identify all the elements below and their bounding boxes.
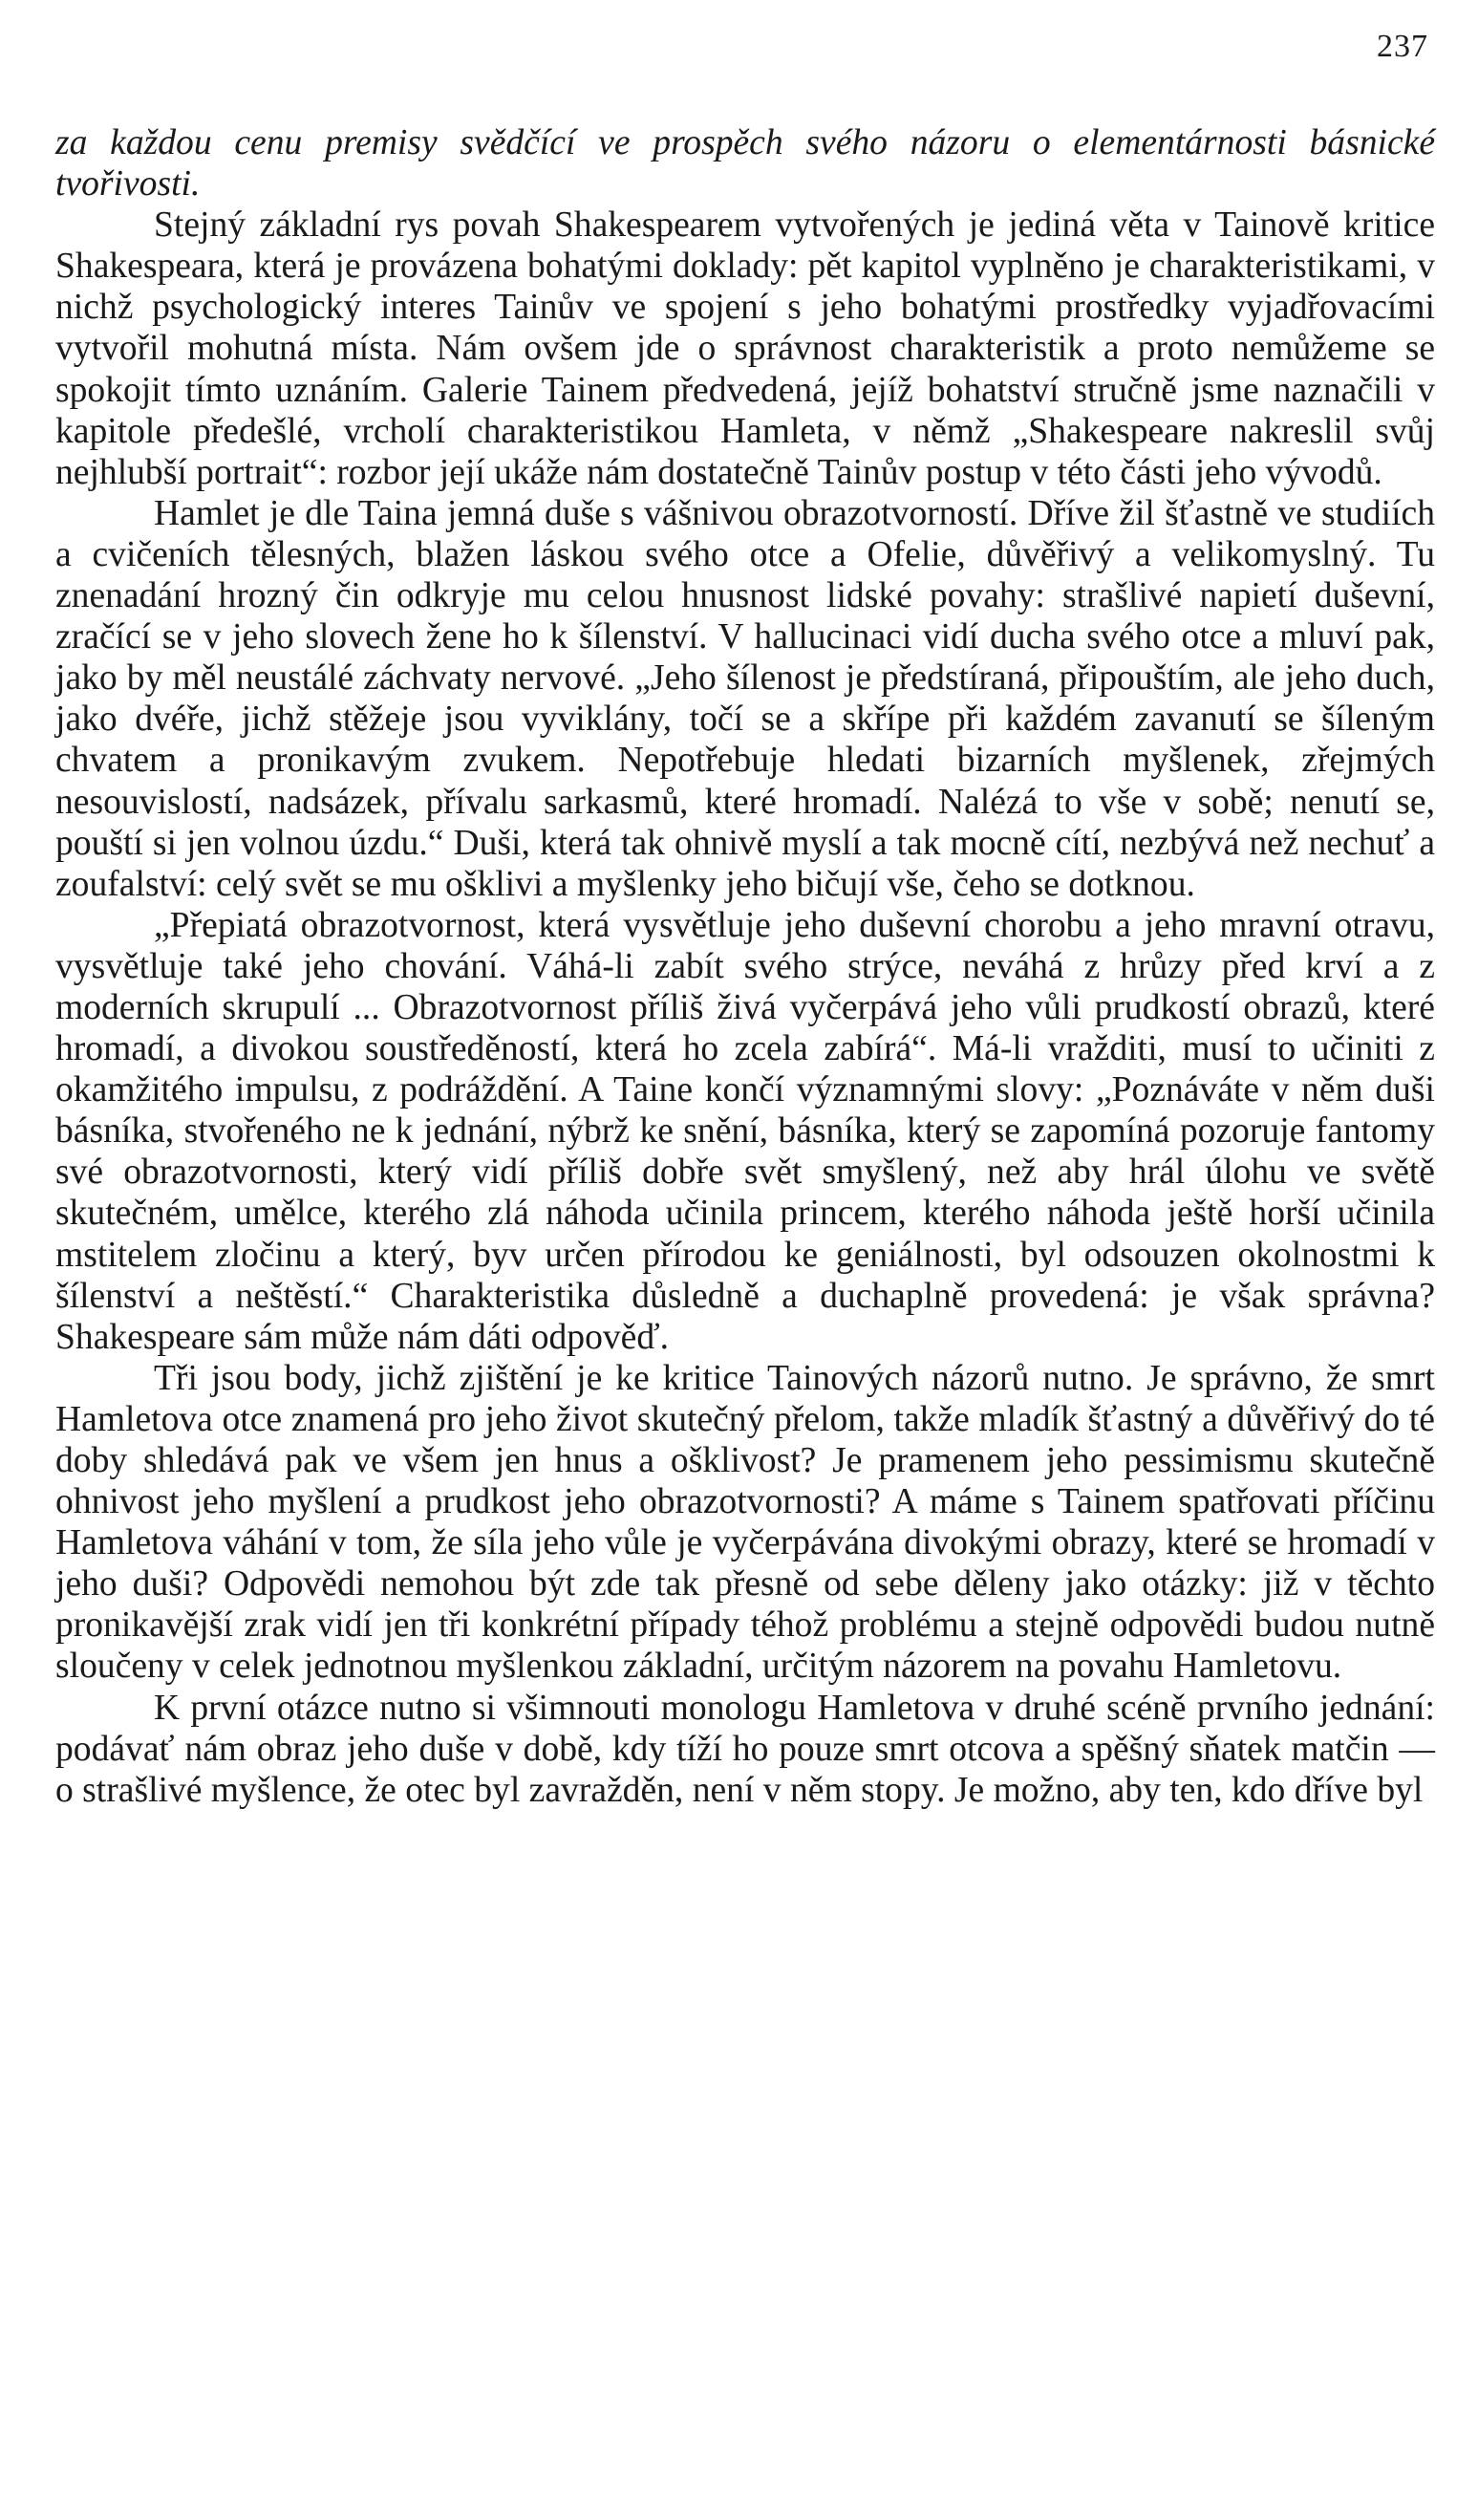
paragraph-tainova-kritika: Stejný základní rys povah Shakespearem vytvořených je jediná věta v Tainově kritice Shakespeara, která je provázena bohatými doklady: pět kapitol vyplněno je charakteristikami, v nichž psychologický interes Tainův ve spojení s jeho bohatými prostředky vyjadřovacími vytvořil mohutná místa. Nám ovšem jde o správnost charakteristik a proto nemůžeme se spokojit tímto uznáním. Galerie Tainem předvedená, jejíž bohatství stručně jsme naznačili v kapitole předešlé, vrcholí charakteristikou Hamleta, v němž „Shakespeare nakreslil svůj nejhlubší portrait“: rozbor její ukáže nám dostatečně Tainův postup v této části jeho vývodů. [55,205,1435,492]
body-text [55,122,1435,1811]
paragraph-hamlet-dle-taina: Hamlet je dle Taina jemná duše s vášnivou obrazotvorností. Dříve žil šťastně ve studiích a cvičeních tělesných, blažen láskou svého otce a Ofelie, důvěřivý a velikomyslný. Tu znenadání hrozný čin odkryje mu celou hnusnost lidské povahy: strašlivé napietí duševní, zračící se v jeho slovech žene ho k šílenství. V hallucinaci vidí ducha svého otce a mluví pak, jako by měl neustálé záchvaty nervové. „Jeho šílenost je předstíraná, připouštím, ale jeho duch, jako dvéře, jichž stěžeje jsou vyviklány, točí se a skřípe při každém zavanutí se šíleným chvatem a pronikavým zvukem. Nepotřebuje hledati bizarních myšlenek, zřejmých nesouvislostí, nadsázek, přívalu sarkasmů, které hromadí. Nalézá to vše v sobě; nenutí se, pouští si jen volnou úzdu.“ Duši, která tak ohnivě myslí a tak mocně cítí, nezbývá než nechuť a zoufalství: celý svět se mu ošklivi a myšlenky jeho bičují vše, čeho se dotknou. [55,493,1435,904]
paragraph-continuation: za každou cenu premisy svědčící ve prospěch svého názoru o elementárnosti básnické tvořivosti. [55,123,1435,205]
page-number: 237 [1377,29,1428,64]
paragraph-tri-body: Tři jsou body, jichž zjištění je ke kritice Tainových názorů nutno. Je správno, že smrt Hamletova otce znamená pro jeho život skutečný přelom, takže mladík šťastný a důvěřivý do té doby shledává pak ve všem jen hnus a ošklivost? Je pramenem jeho pessimismu skutečně ohnivost jeho myšlení a prudkost jeho obrazotvornosti? A máme s Tainem spatřovati příčinu Hamletova váhání v tom, že síla jeho vůle je vyčerpávána divokými obrazy, které se hromadí v jeho duši? Odpovědi nemohou být zde tak přesně od sebe děleny jako otázky: již v těchto pronikavější zrak vidí jen tři konkrétní případy téhož problému a stejně odpovědi budou nutně sloučeny v celek jednotnou myšlenkou základní, určitým názorem na povahu Hamletovu. [55,1358,1435,1687]
paragraph-prepiata-obrazotvornost: „Přepiatá obrazotvornost, která vysvětluje jeho duševní chorobu a jeho mravní otravu, vysvětluje také jeho chování. Váhá-li zabít svého strýce, neváhá z hrůzy před krví a z moderních skrupulí ... Obrazotvornost příliš živá vyčerpává jeho vůli prudkostí obrazů, které hromadí, a divokou soustředěností, která ho zcela zabírá“. Má-li vražditi, musí to učiniti z okamžitého impulsu, z podráždění. A Taine končí významnými slovy: „Poznáváte v něm duši básníka, stvořeného ne k jednání, nýbrž ke snění, básníka, který se zapomíná pozoruje fantomy své obrazotvornosti, který vidí příliš dobře svět smyšlený, než aby hrál úlohu ve světě skutečném, umělce, kterého zlá náhoda učinila princem, kterého náhoda ještě horší učinila mstitelem zločinu a který, byv určen přírodou ke geniálnosti, byl odsouzen okolnostmi k šílenství a neštěstí.“ Charakteristika důsledně a duchaplně provedená: je však správna? Shakespeare sám může nám dáti odpověď. [55,905,1435,1357]
paragraph-prvni-otazka: K první otázce nutno si všimnouti monologu Hamletova v druhé scéně prvního jednání: podávať nám obraz jeho duše v době, kdy tíží ho pouze smrt otcova a spěšný sňatek matčin — o strašlivé myšlence, že otec byl zavražděn, není v něm stopy. Je možno, aby ten, kdo dříve byl [55,1688,1435,1810]
